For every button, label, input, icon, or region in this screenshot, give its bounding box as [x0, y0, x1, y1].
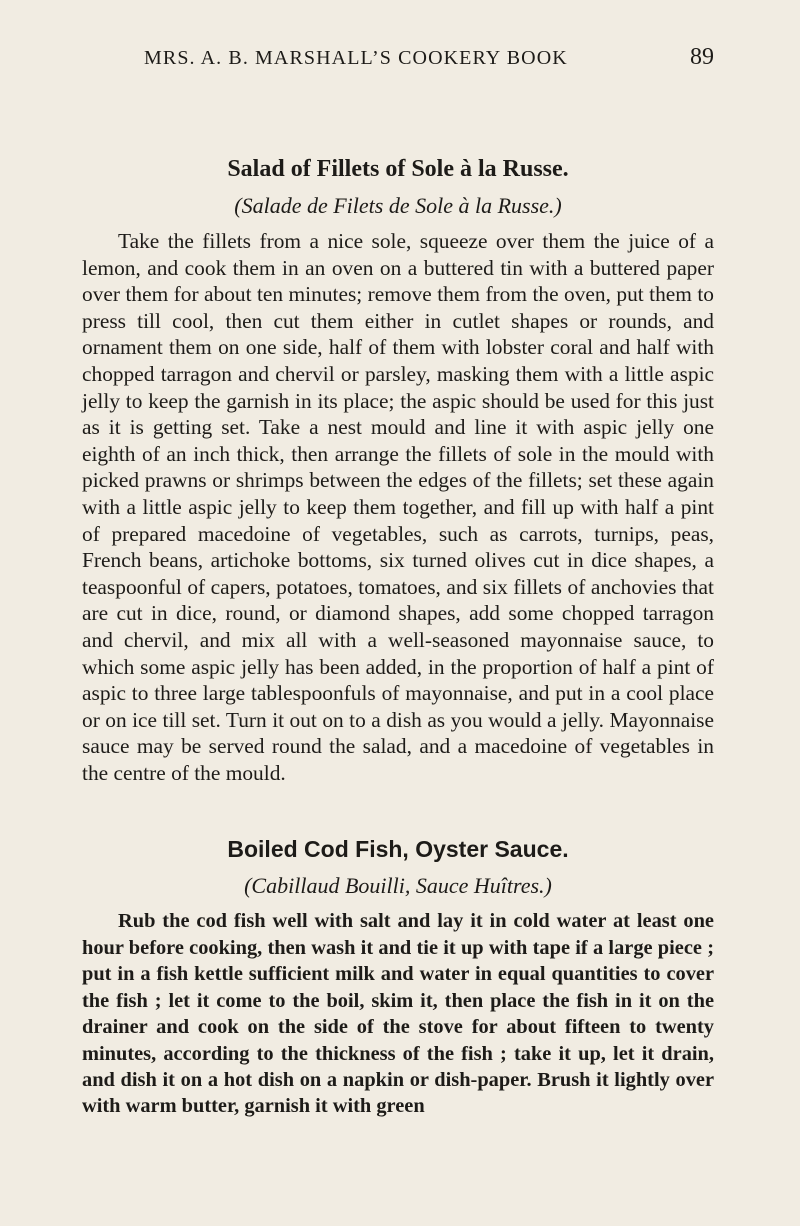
- page-number: 89: [690, 44, 714, 70]
- recipe-subtitle-sole-salad: (Salade de Filets de Sole à la Russe.): [234, 193, 562, 218]
- recipe-title-boiled-cod: Boiled Cod Fish, Oyster Sauce.: [227, 836, 569, 863]
- recipe-title-sole-salad: Salad of Fillets of Sole à la Russe.: [227, 156, 569, 182]
- running-head-title: MRS. A. B. MARSHALL’S COOKERY BOOK: [144, 47, 568, 69]
- recipe-subtitle-boiled-cod: (Cabillaud Bouilli, Sauce Huîtres.): [244, 873, 552, 899]
- recipe-body-boiled-cod: Rub the cod fish well with salt and lay it in cold water at least one hour before cooking, then wash it and tie it up with tape if a large piece ; put in a fish kettle sufficient milk and water in equal quantities to cover the fish ; let it come to the boil, skim it, then place the fish in it on the drainer and cook on the side of the stove for about fifteen to twenty minutes, according to the thickness of the fish ; take it up, let it drain, and dish it on a hot dish on a napkin or dish-paper. Brush it lightly over with warm butter, garnish it with green: [82, 910, 714, 1118]
- recipe-body-sole-salad: Take the fillets from a nice sole, squeeze over them the juice of a lemon, and cook them in an oven on a buttered tin with a buttered paper over them for about ten minutes; remove them from the oven, put them to press till cool, then cut them either in cutlet shapes or rounds, and ornament them on one side, half of them with lobster coral and half with chopped tarragon and chervil or parsley, masking them with a little aspic jelly to keep the garnish in its place; the aspic should be used for this just as it is getting set. Take a nest mould and line it with aspic jelly one eighth of an inch thick, then arrange the fillets of sole in the mould with picked prawns or shrimps between the edges of the fillets; set these again with a little aspic jelly to keep them together, and fill up with half a pint of prepared macedoine of vegetables, such as carrots, turnips, peas, French beans, artichoke bottoms, six turned olives cut in dice shapes, a teaspoonful of capers, potatoes, tomatoes, and six fillets of anchovies that are cut in dice, round, or diamond shapes, add some chopped tarragon and chervil, and mix all with a well-seasoned mayonnaise sauce, to which some aspic jelly has been added, in the proportion of half a pint of aspic to three large tablespoonfuls of mayonnaise, and put in a cool place or on ice till set. Turn it out on to a dish as you would a jelly. Mayonnaise sauce may be served round the salad, and a macedoine of vegetables in the centre of the mould.: [82, 229, 714, 785]
- running-head: [144, 44, 714, 88]
